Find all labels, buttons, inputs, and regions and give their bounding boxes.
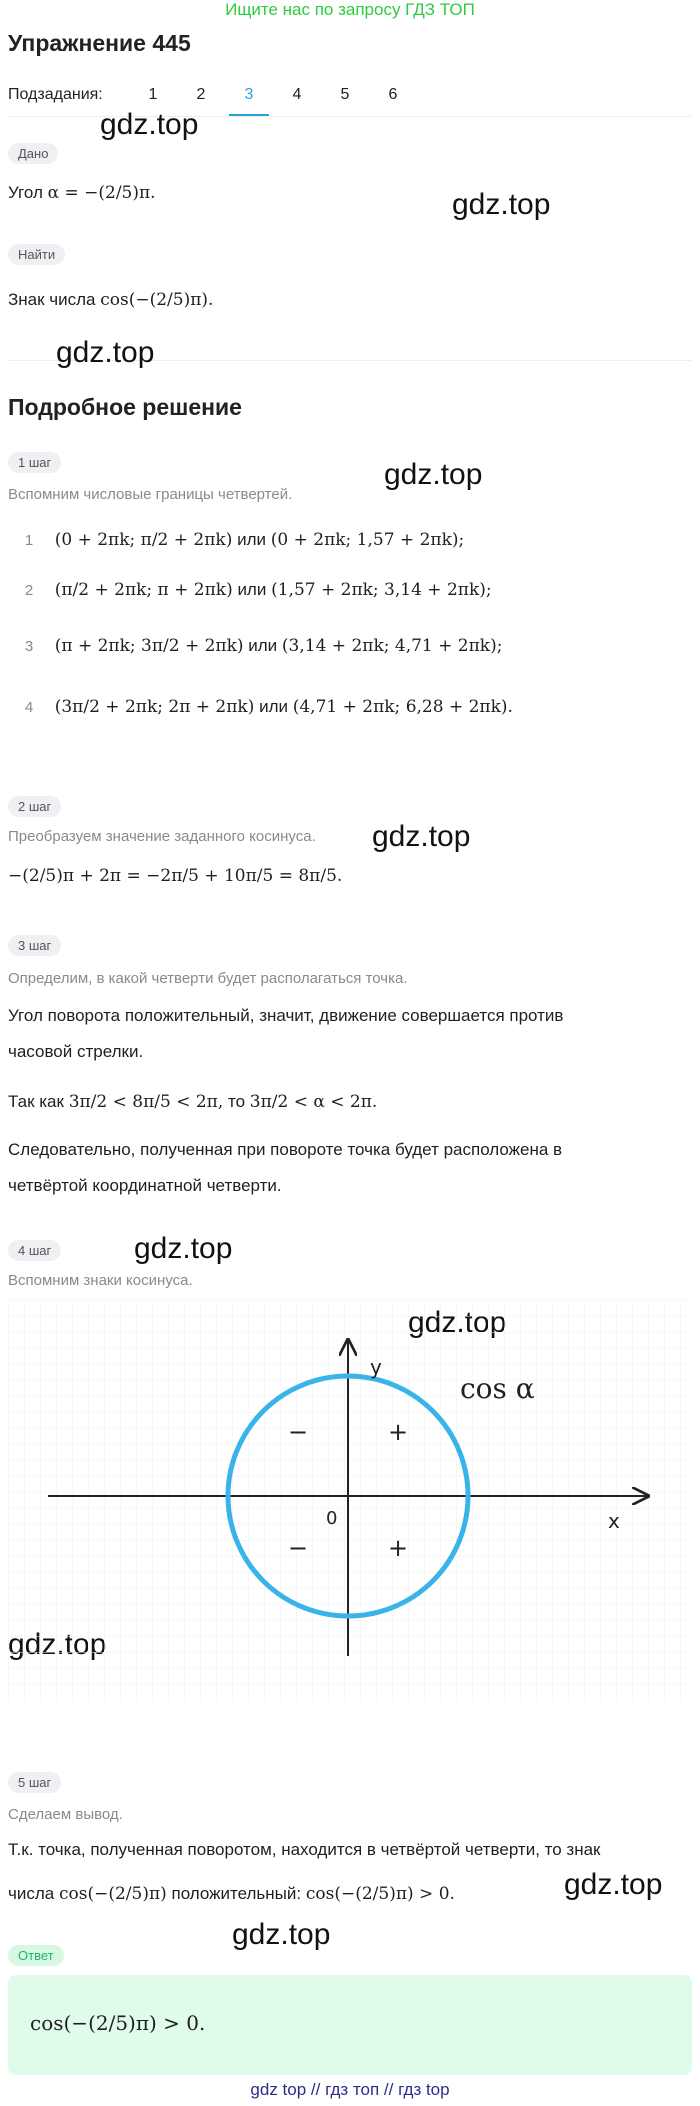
step3-line3 [8,1092,377,1112]
step4-badge: 4 шаг [8,1240,61,1261]
quarter-bounds-pi: (0 + 2πk; π/2 + 2πk) [54,530,233,550]
quarter-row [8,636,692,656]
step3-line5: четвёртой координатной четверти. [8,1176,282,1195]
answer-badge: Ответ [8,1945,64,1966]
given-prefix: Угол [8,183,43,202]
sign-q2: − [287,1418,309,1446]
quarter-row [8,580,692,600]
answer-box [8,1975,692,2075]
tab-subtask-2[interactable]: 2 [196,86,206,103]
step3-intro: Определим, в какой четверти будет располагаться точка. [8,970,408,987]
quarter-bounds-decimal: (3,14 + 2πk; 4,71 + 2πk); [281,636,503,656]
quarter-bounds-pi: (π + 2πk; 3π/2 + 2πk) [54,636,244,656]
quarter-row [8,697,692,717]
subtasks-label: Подзадания: [8,86,103,103]
find-badge: Найти [8,244,65,265]
given-formula: α = −(2/5)π. [47,183,156,203]
step5-line1: Т.к. точка, полученная поворотом, находится в четвёртой четверти, то знак [8,1840,601,1859]
watermark-text: gdz.top [452,188,551,221]
quarter-row [8,530,692,550]
watermark-text: gdz.top [232,1918,331,1951]
step3-line2: часовой стрелки. [8,1042,144,1061]
find-prefix: Знак числа [8,290,96,309]
or-word: или [237,580,267,599]
page-title: Упражнение 445 [8,30,191,56]
step3-inequality-a: 3π/2 < 8π/5 < 2π, [68,1092,224,1112]
step3-line4: Следовательно, полученная при повороте точка будет расположена в [8,1140,563,1159]
bottom-links[interactable]: gdz top // гдз топ // гдз top [250,2080,450,2099]
step5-line2-prefix: числа [8,1884,55,1903]
step3-badge: 3 шаг [8,935,61,956]
quarter-bounds-pi: (3π/2 + 2πk; 2π + 2πk) [54,697,255,717]
grid-background [8,1300,692,1700]
watermark-text: gdz.top [100,108,199,141]
answer-formula: cos(−(2/5)π) > 0. [30,2011,206,2035]
watermark-text: gdz.top [56,336,155,369]
sign-q3: − [287,1534,309,1562]
row-number: 3 [24,638,34,655]
sign-q1: + [387,1418,409,1446]
row-number: 2 [24,582,34,599]
sign-q4: + [387,1534,409,1562]
step3-line1: Угол поворота положительный, значит, движение совершается против [8,1006,564,1025]
quarter-bounds-pi: (π/2 + 2πk; π + 2πk) [54,580,233,600]
or-word: или [259,697,288,716]
quarter-bounds-decimal: (0 + 2πk; 1,57 + 2πk); [270,530,465,550]
step2-formula: −(2/5)π + 2π = −2π/5 + 10π/5 = 8π/5. [8,866,343,886]
given-badge: Дано [8,143,58,164]
tab-subtask-3[interactable]: 3 [229,86,269,104]
step1-badge: 1 шаг [8,452,61,473]
tab-subtask-5[interactable]: 5 [340,86,350,103]
step5-conclusion-formula: cos(−(2/5)π) > 0. [305,1884,455,1904]
step5-badge: 5 шаг [8,1772,61,1793]
or-word: или [237,530,267,549]
step3-line3-prefix: Так как [8,1092,64,1111]
tab-subtask-6[interactable]: 6 [388,86,398,103]
step4-intro: Вспомним знаки косинуса. [8,1272,193,1289]
tab-subtask-4[interactable]: 4 [292,86,302,103]
tab-subtask-1[interactable]: 1 [148,86,158,103]
unit-circle-diagram [8,1300,692,1700]
x-axis-label: x [608,1509,620,1533]
find-formula: cos(−(2/5)π). [100,290,214,310]
step1-intro: Вспомним числовые границы четвертей. [8,486,293,503]
watermark-text: gdz.top [134,1232,233,1265]
given-line [8,183,156,203]
solution-heading: Подробное решение [8,394,242,420]
step3-line3-mid: то [227,1092,246,1111]
find-line [8,290,213,310]
row-number: 1 [24,532,34,549]
watermark-text: gdz.top [372,820,471,853]
chart-title: cos α [460,1372,535,1405]
step2-badge: 2 шаг [8,796,61,817]
watermark-text: gdz.top [384,458,483,491]
origin-label: 0 [326,1508,338,1529]
step3-inequality-b: 3π/2 < α < 2π. [249,1092,378,1112]
y-axis-label: y [370,1355,382,1379]
or-word: или [248,636,278,655]
step5-line2-mid: положительный: [171,1884,302,1903]
quarter-bounds-decimal: (1,57 + 2πk; 3,14 + 2πk); [271,580,492,600]
quarter-bounds-decimal: (4,71 + 2πk; 6,28 + 2πk). [292,697,513,717]
step2-intro: Преобразуем значение заданного косинуса. [8,828,316,845]
step5-cos-expression: cos(−(2/5)π) [58,1884,167,1904]
row-number: 4 [24,699,34,716]
watermark-text: gdz.top [564,1868,663,1901]
step5-line2 [8,1884,455,1904]
top-banner: Ищите нас по запросу ГДЗ ТОП [225,0,475,19]
step5-intro: Сделаем вывод. [8,1806,123,1823]
